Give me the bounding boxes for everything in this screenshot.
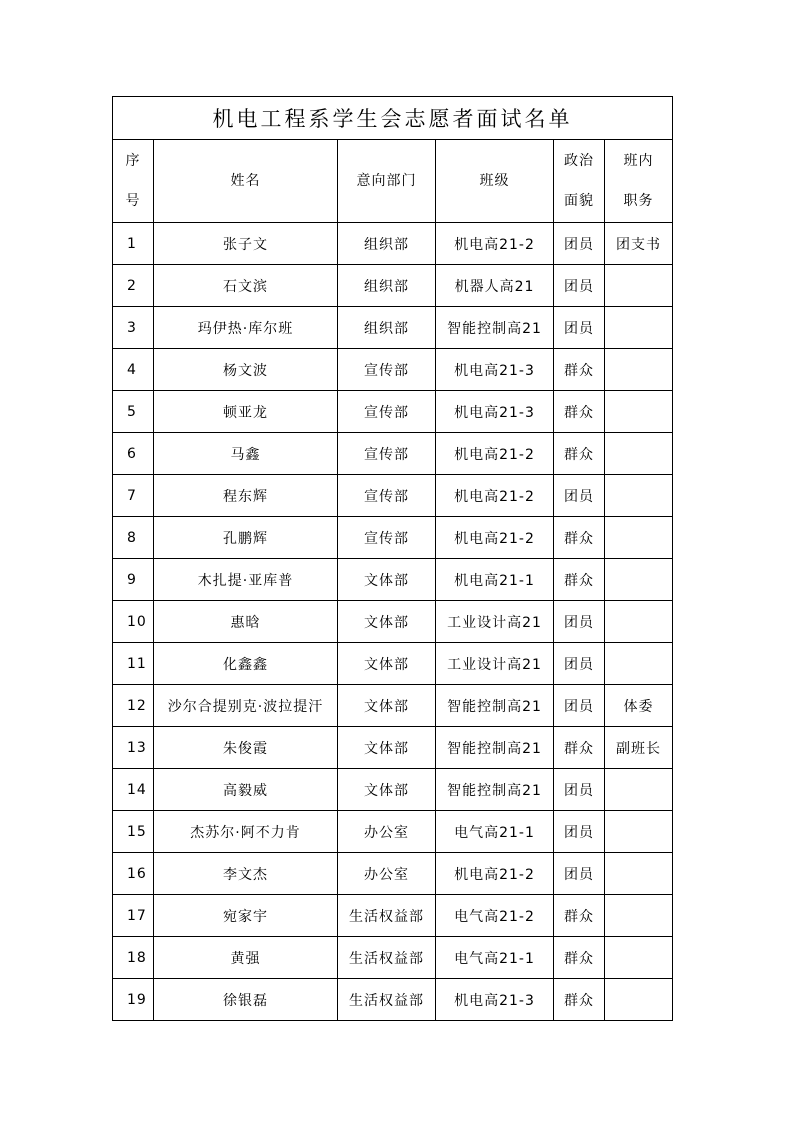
cell-no: 15 bbox=[113, 811, 154, 853]
cell-name: 李文杰 bbox=[154, 853, 338, 895]
cell-class: 智能控制高21 bbox=[436, 307, 554, 349]
cell-no: 5 bbox=[113, 391, 154, 433]
cell-name: 程东辉 bbox=[154, 475, 338, 517]
table-row bbox=[113, 979, 673, 1021]
cell-no: 6 bbox=[113, 433, 154, 475]
cell-class: 机器人高21 bbox=[436, 265, 554, 307]
cell-class: 智能控制高21 bbox=[436, 769, 554, 811]
cell-class: 智能控制高21 bbox=[436, 727, 554, 769]
cell-dept: 组织部 bbox=[338, 265, 436, 307]
table-row bbox=[113, 727, 673, 769]
cell-class: 机电高21-3 bbox=[436, 349, 554, 391]
cell-no: 12 bbox=[113, 685, 154, 727]
table-row bbox=[113, 811, 673, 853]
cell-name: 化鑫鑫 bbox=[154, 643, 338, 685]
table-row bbox=[113, 307, 673, 349]
table-row bbox=[113, 853, 673, 895]
cell-duty: 副班长 bbox=[605, 727, 673, 769]
cell-duty bbox=[605, 265, 673, 307]
cell-political: 群众 bbox=[554, 937, 605, 979]
cell-duty bbox=[605, 559, 673, 601]
cell-dept: 组织部 bbox=[338, 307, 436, 349]
cell-class: 机电高21-2 bbox=[436, 517, 554, 559]
cell-political: 团员 bbox=[554, 601, 605, 643]
cell-political: 群众 bbox=[554, 559, 605, 601]
cell-class: 机电高21-3 bbox=[436, 979, 554, 1021]
cell-no: 7 bbox=[113, 475, 154, 517]
cell-dept: 生活权益部 bbox=[338, 979, 436, 1021]
cell-name: 顿亚龙 bbox=[154, 391, 338, 433]
header-duty-top: 班内 bbox=[623, 153, 654, 169]
cell-dept: 办公室 bbox=[338, 811, 436, 853]
cell-dept: 文体部 bbox=[338, 559, 436, 601]
cell-no: 16 bbox=[113, 853, 154, 895]
cell-duty bbox=[605, 601, 673, 643]
cell-class: 电气高21-1 bbox=[436, 937, 554, 979]
cell-dept: 文体部 bbox=[338, 727, 436, 769]
cell-no: 11 bbox=[113, 643, 154, 685]
cell-class: 机电高21-3 bbox=[436, 391, 554, 433]
cell-political: 群众 bbox=[554, 895, 605, 937]
header-duty bbox=[605, 140, 673, 223]
volunteer-interview-table bbox=[112, 96, 673, 1021]
cell-class: 机电高21-2 bbox=[436, 475, 554, 517]
cell-political: 群众 bbox=[554, 433, 605, 475]
header-duty-bottom: 职务 bbox=[623, 193, 654, 209]
cell-class: 机电高21-2 bbox=[436, 223, 554, 265]
cell-political: 团员 bbox=[554, 853, 605, 895]
table-row bbox=[113, 685, 673, 727]
cell-political: 团员 bbox=[554, 811, 605, 853]
cell-duty bbox=[605, 937, 673, 979]
cell-political: 团员 bbox=[554, 475, 605, 517]
cell-no: 1 bbox=[113, 223, 154, 265]
header-political bbox=[554, 140, 605, 223]
cell-duty bbox=[605, 643, 673, 685]
cell-political: 团员 bbox=[554, 685, 605, 727]
cell-name: 孔鹏辉 bbox=[154, 517, 338, 559]
cell-political: 群众 bbox=[554, 979, 605, 1021]
table-row bbox=[113, 391, 673, 433]
cell-class: 工业设计高21 bbox=[436, 601, 554, 643]
table-row bbox=[113, 265, 673, 307]
table-row bbox=[113, 895, 673, 937]
cell-political: 团员 bbox=[554, 769, 605, 811]
cell-dept: 组织部 bbox=[338, 223, 436, 265]
cell-political: 团员 bbox=[554, 643, 605, 685]
header-seq bbox=[113, 140, 154, 223]
cell-duty bbox=[605, 979, 673, 1021]
table-row bbox=[113, 517, 673, 559]
cell-dept: 宣传部 bbox=[338, 475, 436, 517]
cell-political: 团员 bbox=[554, 307, 605, 349]
cell-dept: 文体部 bbox=[338, 643, 436, 685]
cell-name: 杰苏尔·阿不力肯 bbox=[154, 811, 338, 853]
cell-no: 18 bbox=[113, 937, 154, 979]
cell-no: 3 bbox=[113, 307, 154, 349]
title-row bbox=[113, 97, 673, 140]
cell-dept: 文体部 bbox=[338, 685, 436, 727]
cell-name: 宛家宇 bbox=[154, 895, 338, 937]
cell-duty bbox=[605, 307, 673, 349]
cell-name: 张子文 bbox=[154, 223, 338, 265]
cell-political: 群众 bbox=[554, 391, 605, 433]
cell-dept: 宣传部 bbox=[338, 433, 436, 475]
cell-dept: 办公室 bbox=[338, 853, 436, 895]
cell-name: 高毅威 bbox=[154, 769, 338, 811]
table-title: 机电工程系学生会志愿者面试名单 bbox=[113, 97, 673, 140]
cell-class: 工业设计高21 bbox=[436, 643, 554, 685]
cell-class: 智能控制高21 bbox=[436, 685, 554, 727]
cell-name: 石文滨 bbox=[154, 265, 338, 307]
header-row bbox=[113, 140, 673, 223]
table-row bbox=[113, 937, 673, 979]
table-row bbox=[113, 433, 673, 475]
cell-dept: 宣传部 bbox=[338, 349, 436, 391]
cell-name: 沙尔合提别克·波拉提汗 bbox=[154, 685, 338, 727]
cell-name: 木扎提·亚库普 bbox=[154, 559, 338, 601]
cell-no: 14 bbox=[113, 769, 154, 811]
cell-dept: 文体部 bbox=[338, 769, 436, 811]
cell-no: 2 bbox=[113, 265, 154, 307]
table-row bbox=[113, 223, 673, 265]
cell-duty bbox=[605, 433, 673, 475]
cell-no: 19 bbox=[113, 979, 154, 1021]
table-row bbox=[113, 769, 673, 811]
table-row bbox=[113, 349, 673, 391]
cell-no: 17 bbox=[113, 895, 154, 937]
cell-duty: 团支书 bbox=[605, 223, 673, 265]
cell-duty bbox=[605, 895, 673, 937]
cell-dept: 生活权益部 bbox=[338, 895, 436, 937]
cell-name: 玛伊热·库尔班 bbox=[154, 307, 338, 349]
cell-duty bbox=[605, 475, 673, 517]
cell-no: 10 bbox=[113, 601, 154, 643]
cell-no: 9 bbox=[113, 559, 154, 601]
cell-political: 团员 bbox=[554, 223, 605, 265]
cell-class: 机电高21-1 bbox=[436, 559, 554, 601]
cell-name: 马鑫 bbox=[154, 433, 338, 475]
cell-duty: 体委 bbox=[605, 685, 673, 727]
header-seq-top: 序 bbox=[125, 153, 141, 169]
cell-class: 电气高21-2 bbox=[436, 895, 554, 937]
cell-political: 群众 bbox=[554, 349, 605, 391]
table-row bbox=[113, 601, 673, 643]
cell-class: 机电高21-2 bbox=[436, 853, 554, 895]
cell-duty bbox=[605, 391, 673, 433]
header-name: 姓名 bbox=[154, 140, 338, 223]
cell-name: 黄强 bbox=[154, 937, 338, 979]
cell-political: 团员 bbox=[554, 265, 605, 307]
cell-duty bbox=[605, 349, 673, 391]
table-row bbox=[113, 475, 673, 517]
cell-duty bbox=[605, 517, 673, 559]
header-seq-bottom: 号 bbox=[125, 193, 141, 209]
cell-no: 13 bbox=[113, 727, 154, 769]
cell-duty bbox=[605, 853, 673, 895]
cell-duty bbox=[605, 769, 673, 811]
table-row bbox=[113, 559, 673, 601]
header-political-top: 政治 bbox=[564, 153, 594, 169]
cell-no: 8 bbox=[113, 517, 154, 559]
header-dept: 意向部门 bbox=[338, 140, 436, 223]
header-political-bottom: 面貌 bbox=[564, 193, 594, 209]
cell-name: 惠晗 bbox=[154, 601, 338, 643]
cell-dept: 宣传部 bbox=[338, 391, 436, 433]
table-row bbox=[113, 643, 673, 685]
cell-dept: 文体部 bbox=[338, 601, 436, 643]
cell-dept: 生活权益部 bbox=[338, 937, 436, 979]
cell-dept: 宣传部 bbox=[338, 517, 436, 559]
cell-name: 朱俊霞 bbox=[154, 727, 338, 769]
cell-political: 群众 bbox=[554, 727, 605, 769]
cell-duty bbox=[605, 811, 673, 853]
cell-name: 杨文波 bbox=[154, 349, 338, 391]
cell-no: 4 bbox=[113, 349, 154, 391]
cell-class: 机电高21-2 bbox=[436, 433, 554, 475]
cell-political: 群众 bbox=[554, 517, 605, 559]
header-class: 班级 bbox=[436, 140, 554, 223]
cell-name: 徐银磊 bbox=[154, 979, 338, 1021]
cell-class: 电气高21-1 bbox=[436, 811, 554, 853]
